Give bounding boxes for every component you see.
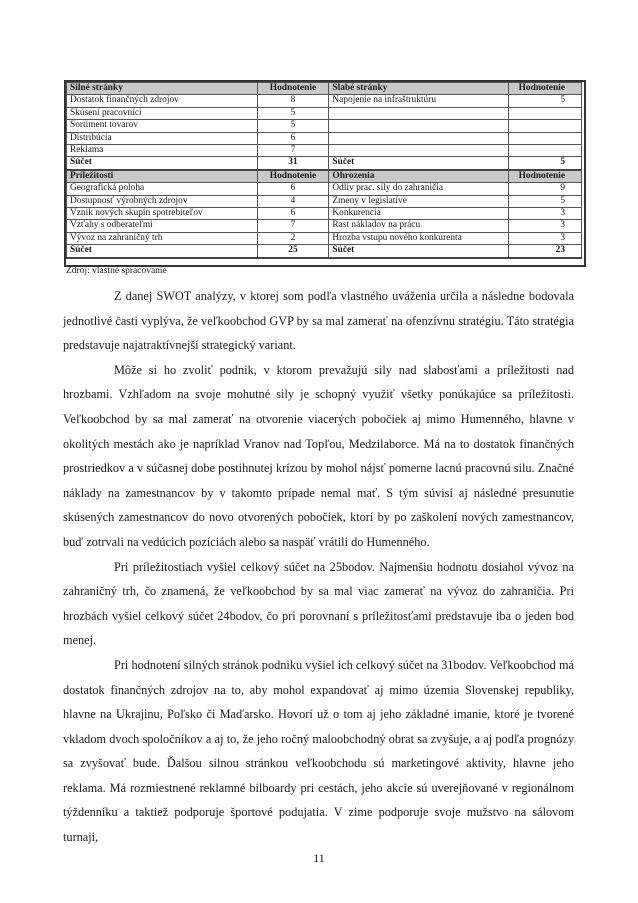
weaknesses-sum: 5 xyxy=(509,157,582,170)
weakness-cell xyxy=(329,145,509,157)
weakness-rating xyxy=(509,132,582,144)
weakness-rating xyxy=(509,107,582,119)
paragraph: Pri hodnotení silných stránok podniku vyšiel ich celkový súčet na 31bodov. Veľkoobchod má dostatok finančných zdrojov na to, aby mohol expandovať aj mimo územia Slovenskej republiky, hlavne na Ukrajinu, Poľsko či Maďarsko. Hovorí už o tom aj jeho základné imanie, ktoré je tvorené vkladom dvoch spoločníkov a aj to, že jeho ročný maloobchodný obrat sa zvyšuje, a aj podľa prognózy sa zvyšovať bude. Ďalšou silnou stránkou veľkoobchodu sú marketingové aktivity, hlavne jeho reklama. Má rozmiestnené reklamné bilboardy pri cestách, jeho akcie sú uverejňované v regionálnom týždenníku a taktiež podporuje športové podujatia. V zime podporuje svoje mužstvo na sálovom turnaji, xyxy=(63,657,574,845)
threat-cell: Odliv prac. sily do zahraničia xyxy=(329,183,509,195)
strengths-sum: 31 xyxy=(257,157,329,170)
rating-header: Hodnotenie xyxy=(257,83,329,95)
opportunities-header: Príležitosti xyxy=(67,170,258,183)
table-row xyxy=(67,208,582,220)
rating-header: Hodnotenie xyxy=(509,83,582,95)
opportunities-sum: 25 xyxy=(257,245,329,258)
strength-cell: Dostatok finančných zdrojov xyxy=(67,95,258,107)
weakness-cell xyxy=(329,120,509,132)
opportunity-cell: Vznik nových skupín spotrebiteľov xyxy=(67,208,258,220)
threat-cell: Rast nákladov na prácu xyxy=(329,220,509,232)
opportunity-cell: Geografická poloha xyxy=(67,183,258,195)
swot-table xyxy=(66,82,582,259)
opportunity-cell: Dostupnosť výrobných zdrojov xyxy=(67,195,258,207)
weakness-cell xyxy=(329,107,509,119)
sum-label: Súčet xyxy=(329,157,509,170)
table-row xyxy=(67,183,582,195)
threat-rating: 5 xyxy=(509,195,582,207)
strength-rating: 5 xyxy=(257,107,329,119)
rating-header: Hodnotenie xyxy=(509,170,582,183)
threat-cell: Konkurencia xyxy=(329,208,509,220)
strength-cell: Skúsení pracovníci xyxy=(67,107,258,119)
strengths-header: Silné stránky xyxy=(67,83,258,95)
strength-rating: 7 xyxy=(257,145,329,157)
sum-label: Súčet xyxy=(329,245,509,258)
table-row xyxy=(67,195,582,207)
table-row xyxy=(67,120,582,132)
sum-label: Súčet xyxy=(67,245,258,258)
opportunity-rating: 2 xyxy=(257,232,329,244)
strength-rating: 5 xyxy=(257,120,329,132)
threat-rating: 3 xyxy=(509,232,582,244)
paragraph: Z danej SWOT analýzy, v ktorej som podľa vlastného uváženia určila a následne bodovala jednotlivé časti vyplýva, že veľkoobchod GVP by sa mal zamerať na ofenzívnu stratégiu. Táto stratégia predstavuje najatraktívnejší strategický variant. xyxy=(63,289,574,353)
body-text xyxy=(63,284,574,850)
table-row xyxy=(67,220,582,232)
opportunity-cell: Vzťahy s odberateľmi xyxy=(67,220,258,232)
paragraph: Pri príležitostiach vyšiel celkový súčet na 25bodov. Najmenšiu hodnotu dosiahol vývoz na zahraničný trh, čo znamená, že veľkoobchod by sa mal viac zamerať na vývoz do zahraničia. Pri hrozbách vyšiel celkový súčet 24bodov, čo pri porovnaní s príležitosťami predstavuje iba o jeden bod menej. xyxy=(63,559,574,648)
weakness-cell xyxy=(329,132,509,144)
threat-rating: 9 xyxy=(509,183,582,195)
weakness-rating: 5 xyxy=(509,95,582,107)
opportunity-cell: Vývoz na zahraničný trh xyxy=(67,232,258,244)
rating-header: Hodnotenie xyxy=(257,170,329,183)
table-header-row xyxy=(67,170,582,183)
weaknesses-header: Slabé stránky xyxy=(329,83,509,95)
weakness-rating xyxy=(509,145,582,157)
opportunity-rating: 6 xyxy=(257,208,329,220)
table-source-note: Zdroj: vlastné spracovanie xyxy=(66,266,167,276)
weakness-cell: Napojenie na infraštruktúru xyxy=(329,95,509,107)
threat-cell: Zmeny v legislatíve xyxy=(329,195,509,207)
table-row xyxy=(67,95,582,107)
opportunity-rating: 7 xyxy=(257,220,329,232)
threat-cell: Hrozba vstupu nového konkurenta xyxy=(329,232,509,244)
threats-sum: 23 xyxy=(509,245,582,258)
table-row xyxy=(67,232,582,244)
table-row xyxy=(67,145,582,157)
sum-label: Súčet xyxy=(67,157,258,170)
page-number: 11 xyxy=(313,851,325,865)
strength-rating: 8 xyxy=(257,95,329,107)
threats-header: Ohrozenia xyxy=(329,170,509,183)
paragraph: Môže si ho zvoliť podnik, v ktorom prevažujú sily nad slabosťami a príležitosti nad hrozbami. Vzhľadom na svoje mohutné sily je schopný využiť všetky ponúkajúce sa príležitosti. Veľkoobchod by sa mal zamerať na otvorenie viacerých pobočiek aj mimo Humenného, hlavne v okolitých mestách ako je napríklad Vranov nad Topľou, Medzilaborce. Má na to dostatok finančných prostriedkov a v súčasnej dobe postihnutej krízou by mohol nájsť pomerne lacnú pracovnú silu. Značné náklady na zamestnancov by v takomto prípade nemal mať. S tým súvisí aj následné presunutie skúsených zamestnancov do novo otvorených pobočiek, ktorí by po zaškolení nových zamestnancov, buď zotrvali na vedúcich pozíciách alebo sa naspäť vrátili do Humenného. xyxy=(63,362,574,549)
sum-row xyxy=(67,245,582,258)
strength-cell: Reklama xyxy=(67,145,258,157)
table-row xyxy=(67,132,582,144)
opportunity-rating: 4 xyxy=(257,195,329,207)
sum-row xyxy=(67,157,582,170)
table-header-row xyxy=(67,83,582,95)
weakness-rating xyxy=(509,120,582,132)
threat-rating: 3 xyxy=(509,220,582,232)
strength-cell: Sortiment tovarov xyxy=(67,120,258,132)
strength-rating: 6 xyxy=(257,132,329,144)
strength-cell: Distribúcia xyxy=(67,132,258,144)
threat-rating: 3 xyxy=(509,208,582,220)
opportunity-rating: 6 xyxy=(257,183,329,195)
table-row xyxy=(67,107,582,119)
